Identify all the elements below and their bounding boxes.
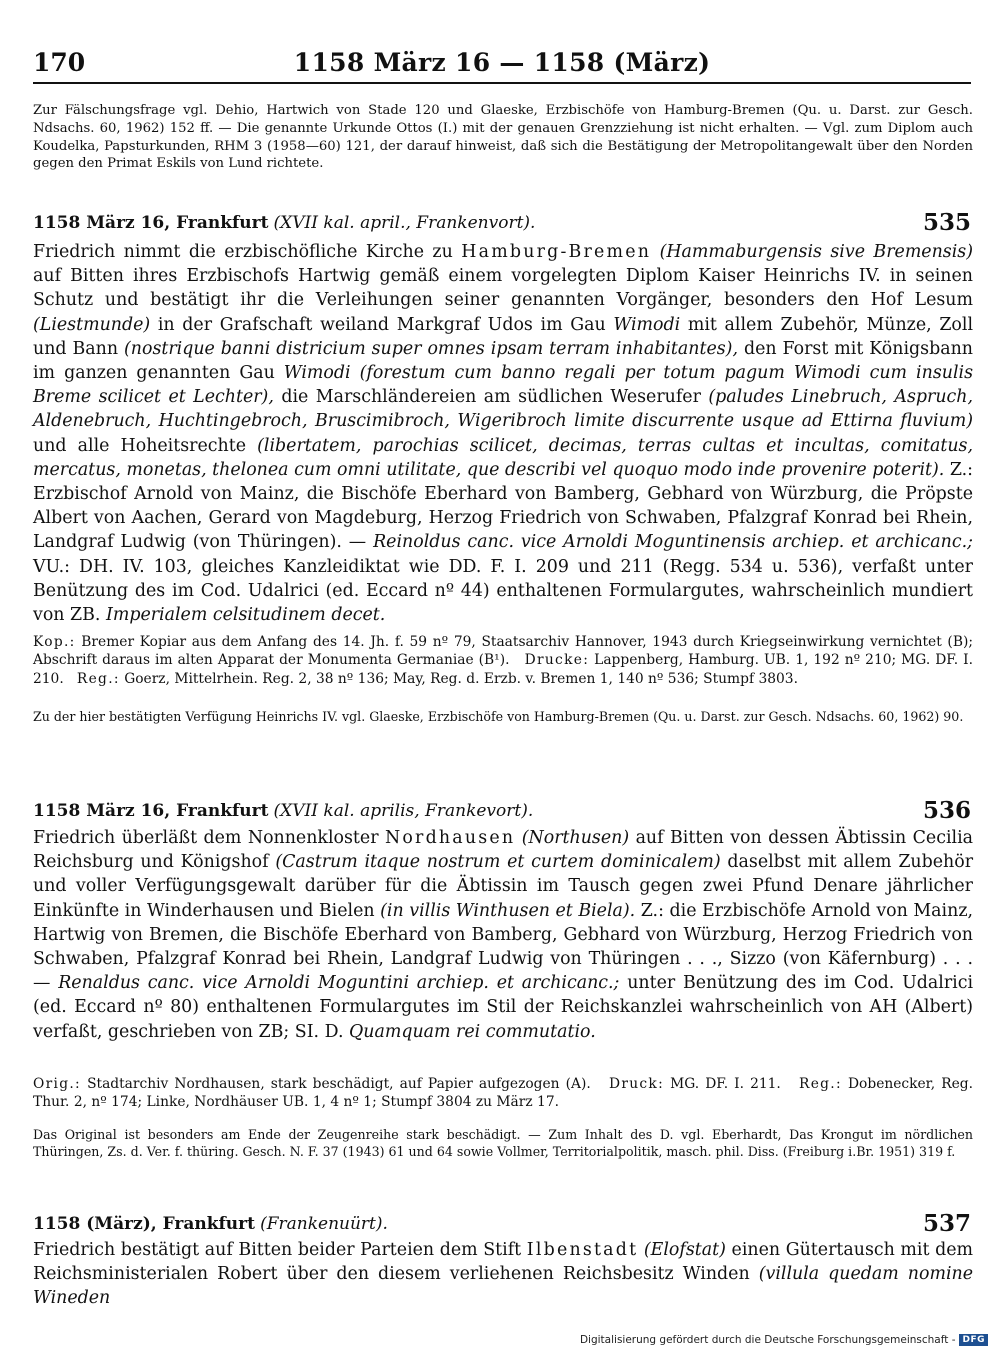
digitization-footer [580,1334,988,1346]
entry-body-537: Friedrich bestätigt auf Bitten beider Parteien dem Stift Ilbenstadt (Elofstat) einen Gütertausch mit dem Reichsministerialen Robert über den diesem verliehenen Reichsbesitz Winden (villula quedam nomine Wineden [33,1240,974,1309]
page-header [33,42,971,84]
entry-number: 537 [922,1210,971,1237]
entry-number: 536 [922,797,971,824]
entry-apparatus-536: Orig.: Stadtarchiv Nordhausen, stark beschädigt, auf Papier aufgezogen (A). Druck: MG. DF. I. 211. Reg.: Dobenecker, Reg. Thur. 2, nº 174; Linke, Nordhäuser UB. 1, 4 nº 1; Stumpf 3804 zu März 17. [33,1076,973,1111]
entry-date-place: 1158 März 16, Frankfurt [33,213,269,233]
entry-body-536: Friedrich überläßt dem Nonnenkloster Nordhausen (Northusen) auf Bitten von dessen Äbtissin Cecilia Reichsburg und Königshof (Castrum itaque nostrum et curtem dominicalem) daselbst mit allem Zubehör und voller Verfügungsgewalt darüber für die Äbtissin im Tausch gegen zwei Pfund Denare jährlicher Einkünfte in Winderhausen und Bielen (in villis Winthusen et Biela). Z.: die Erzbischöfe Arnold von Mainz, Hartwig von Bremen, die Bischöfe Eberhard von Bamberg, Gebhard von Würzburg, Herzog Friedrich von Schwaben, Pfalzgraf Konrad bei Rhein, Landgraf Ludwig von Thüringen . . ., Sizzo (von Käfernburg) . . . — Renaldus canc. vice Arnoldi Moguntini archiep. et archicanc.; unter Benützung des im Cod. Udalrici (ed. Eccard nº 80) enthaltenen Formulargutes im Stil der Reichskanzlei wahrscheinlich von AH (Albert) verfaßt, geschrieben von ZB; SI. D. Quamquam rei commutatio. [33,828,974,1042]
entry-date-place: 1158 (März), Frankfurt [33,1214,255,1234]
entry-note-535: Zu der hier bestätigten Verfügung Heinrichs IV. vgl. Glaeske, Erzbischöfe von Hamburg-Bremen (Qu. u. Darst. zur Gesch. Ndsachs. 60, 1962) 90. [33,709,964,724]
entry-number: 535 [922,209,971,236]
entry-date-place: 1158 März 16, Frankfurt [33,801,269,821]
entry-heading-537 [33,1210,971,1240]
entry-original-date: (XVII kal. aprilis, Frankevort). [273,801,534,821]
entry-note-536: Das Original ist besonders am Ende der Zeugenreihe stark beschädigt. — Zum Inhalt des D. vgl. Eberhardt, Das Krongut im nördlichen Thüringen, Zs. d. Ver. f. thüring. Gesch. N. F. 37 (1943) 61 und 64 sowie Vollmer, Territorialpolitik, masch. phil. Diss. (Freiburg i.Br. 1951) 319 f. [33,1127,973,1159]
entry-apparatus-535: Kop.: Bremer Kopiar aus dem Anfang des 14. Jh. f. 59 nº 79, Staatsarchiv Hannover, 1943 durch Kriegseinwirkung vernichtet (B); Abschrift daraus im alten Apparat der Monumenta Germaniae (B¹). Drucke: Lappenberg, Hamburg. UB. 1, 192 nº 210; MG. DF. I. 210. Reg.: Goerz, Mittelrhein. Reg. 2, 38 nº 136; May, Reg. d. Erzb. v. Bremen 1, 140 nº 536; Stumpf 3803. [33,634,973,687]
entry-heading-536 [33,797,971,827]
running-title: 1158 März 16 — 1158 (März) [293,48,711,77]
entry-body-535: Friedrich nimmt die erzbischöfliche Kirche zu Hamburg-Bremen (Hammaburgensis sive Bremensis) auf Bitten ihres Erzbischofs Hartwig gemäß einem vorgelegten Diplom Kaiser Heinrichs IV. in seinen Schutz und bestätigt ihr die Verleihungen seiner genannten Vorgänger, besonders den Hof Lesum (Liestmunde) in der Grafschaft weiland Markgraf Udos im Gau Wimodi mit allem Zubehör, Münze, Zoll und Bann (nostrique banni districium super omnes ipsam terram inhabitantes), den Forst mit Königsbann im ganzen genannten Gau Wimodi (forestum cum banno regali per totum pagum Wimodi cum insulis Breme scilicet et Lechter), die Marschländereien am südlichen Weserufer (paludes Linebruch, Aspruch, Aldenebruch, Huchtingebroch, Bruscimibroch, Wigeribroch limite discurrente usque ad Ettirna fluvium) und alle Hoheitsrechte (libertatem, parochias scilicet, decimas, terras cultas et incultas, comitatus, mercatus, monetas, thelonea cum omni utilitate, que describi vel quoquo modo inde provenire poterit). Z.: Erzbischof Arnold von Mainz, die Bischöfe Eberhard von Bamberg, Gebhard von Würzburg, die Pröpste Albert von Aachen, Gerard von Magdeburg, Herzog Friedrich von Schwaben, Pfalzgraf Konrad bei Rhein, Landgraf Ludwig (von Thüringen). — Reinoldus canc. vice Arnoldi Moguntinensis archiep. et archicanc.; VU.: DH. IV. 103, gleiches Kanzleidiktat wie DD. F. I. 209 und 211 (Regg. 534 u. 536), verfaßt unter Benützung des im Cod. Udalrici (ed. Eccard nº 44) enthaltenen Formulargutes, wahrscheinlich mundiert von ZB. Imperialem celsitudinem decet. [33,242,974,626]
entry-original-date: (XVII kal. april., Frankenvort). [273,213,536,233]
dfg-logo: DFG [959,1334,988,1346]
entry-original-date: (Frankenuürt). [260,1214,388,1234]
top-note: Zur Fälschungsfrage vgl. Dehio, Hartwich von Stade 120 und Glaeske, Erzbischöfe von Hamburg-Bremen (Qu. u. Darst. zur Gesch. Ndsachs. 60, 1962) 152 ff. — Die genannte Urkunde Ottos (I.) mit der genauen Grenzziehung ist nicht erhalten. — Vgl. zum Diplom auch Koudelka, Papsturkunden, RHM 3 (1958—60) 121, der darauf hinweist, daß sich die Bestätigung der Metropolitangewalt über den Norden gegen den Primat Eskils von Lund richtete. [33,103,973,172]
page-number: 170 [33,48,86,77]
footer-text: Digitalisierung gefördert durch die Deutsche Forschungsgemeinschaft - [579,1334,956,1346]
entry-heading-535 [33,209,971,239]
